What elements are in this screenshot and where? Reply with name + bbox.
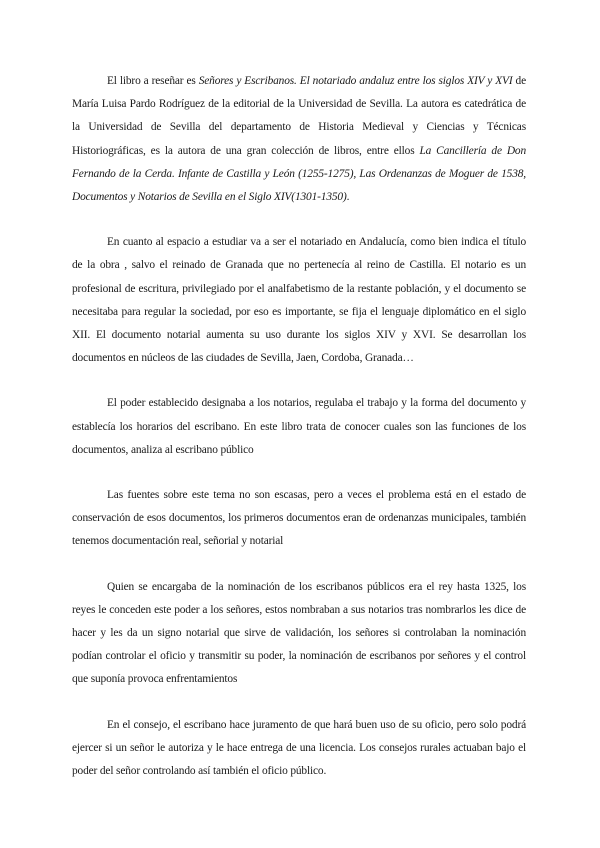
paragraph-nomination: Quien se encargaba de la nominación de los escribanos públicos era el rey hasta 1325, los reyes le conceden este poder a los señores, estos nombraban a sus notarios tras nombrarlos les dice de hacer y les da un signo notarial que sirve de validación, los señores si controlaban la nominación podían controlar el oficio y transmitir su poder, la nominación de escribanos por señores y el control que suponía provoca enfrentamientos — [72, 580, 526, 686]
document-page — [72, 70, 526, 805]
intro-text-start: El libro a reseñar es — [107, 75, 199, 87]
paragraph-sources: Las fuentes sobre este tema no son escasas, pero a veces el problema está en el estado de conservación de esos documentos, los primeros documentos eran de ordenanzas municipales, también tenemos documentación real, señorial y notarial — [72, 489, 526, 548]
paragraph-intro — [72, 70, 526, 209]
intro-text-middle: de María Luisa Pardo Rodríguez de la editorial de la Universidad de Sevilla. La autora es catedrática de la Universidad de Sevilla del departamento de Historia Medieval y Ciencias y Técnicas Historiográficas, es la autora de una gran colección de libros, entre ellos — [72, 75, 527, 157]
book-list: La Cancillería de Don Fernando de la Cerda. Infante de Castilla y León (1255-1275), Las Ordenanzas de Moguer de 1538, Documentos y Notarios de Sevilla en el Siglo XIV(1301-1350) — [72, 144, 526, 204]
intro-text-end: . — [346, 191, 350, 204]
book-title: Señores y Escribanos. El notariado andaluz entre los siglos XIV y XVI — [198, 75, 513, 87]
paragraph-power: El poder establecido designaba a los notarios, regulaba el trabajo y la forma del documento y establecía los horarios del escribano. En este libro trata de conocer cuales son las funciones de los documentos, analiza al escribano público — [72, 397, 526, 456]
paragraph-space: En cuanto al espacio a estudiar va a ser el notariado en Andalucía, como bien indica el título de la obra , salvo el reinado de Granada que no pertenecía al reino de Castilla. El notario es un profesional de escritura, privilegiado por el analfabetismo de la restante población, y el documento se necesitaba para regular la sociedad, por eso es importante, se fija el lenguaje diplomático en el siglo XII. El documento notarial aumenta su uso durante los siglos XIV y XVI. Se desarrollan los documentos en núcleos de las ciudades de Sevilla, Jaen, Cordoba, Granada… — [72, 236, 526, 365]
paragraph-council: En el consejo, el escribano hace juramento de que hará buen uso de su oficio, pero solo podrá ejercer si un señor le autoriza y le hace entrega de una licencia. Los consejos rurales actuaban bajo el poder del señor controlando así también el oficio público. — [72, 718, 526, 778]
